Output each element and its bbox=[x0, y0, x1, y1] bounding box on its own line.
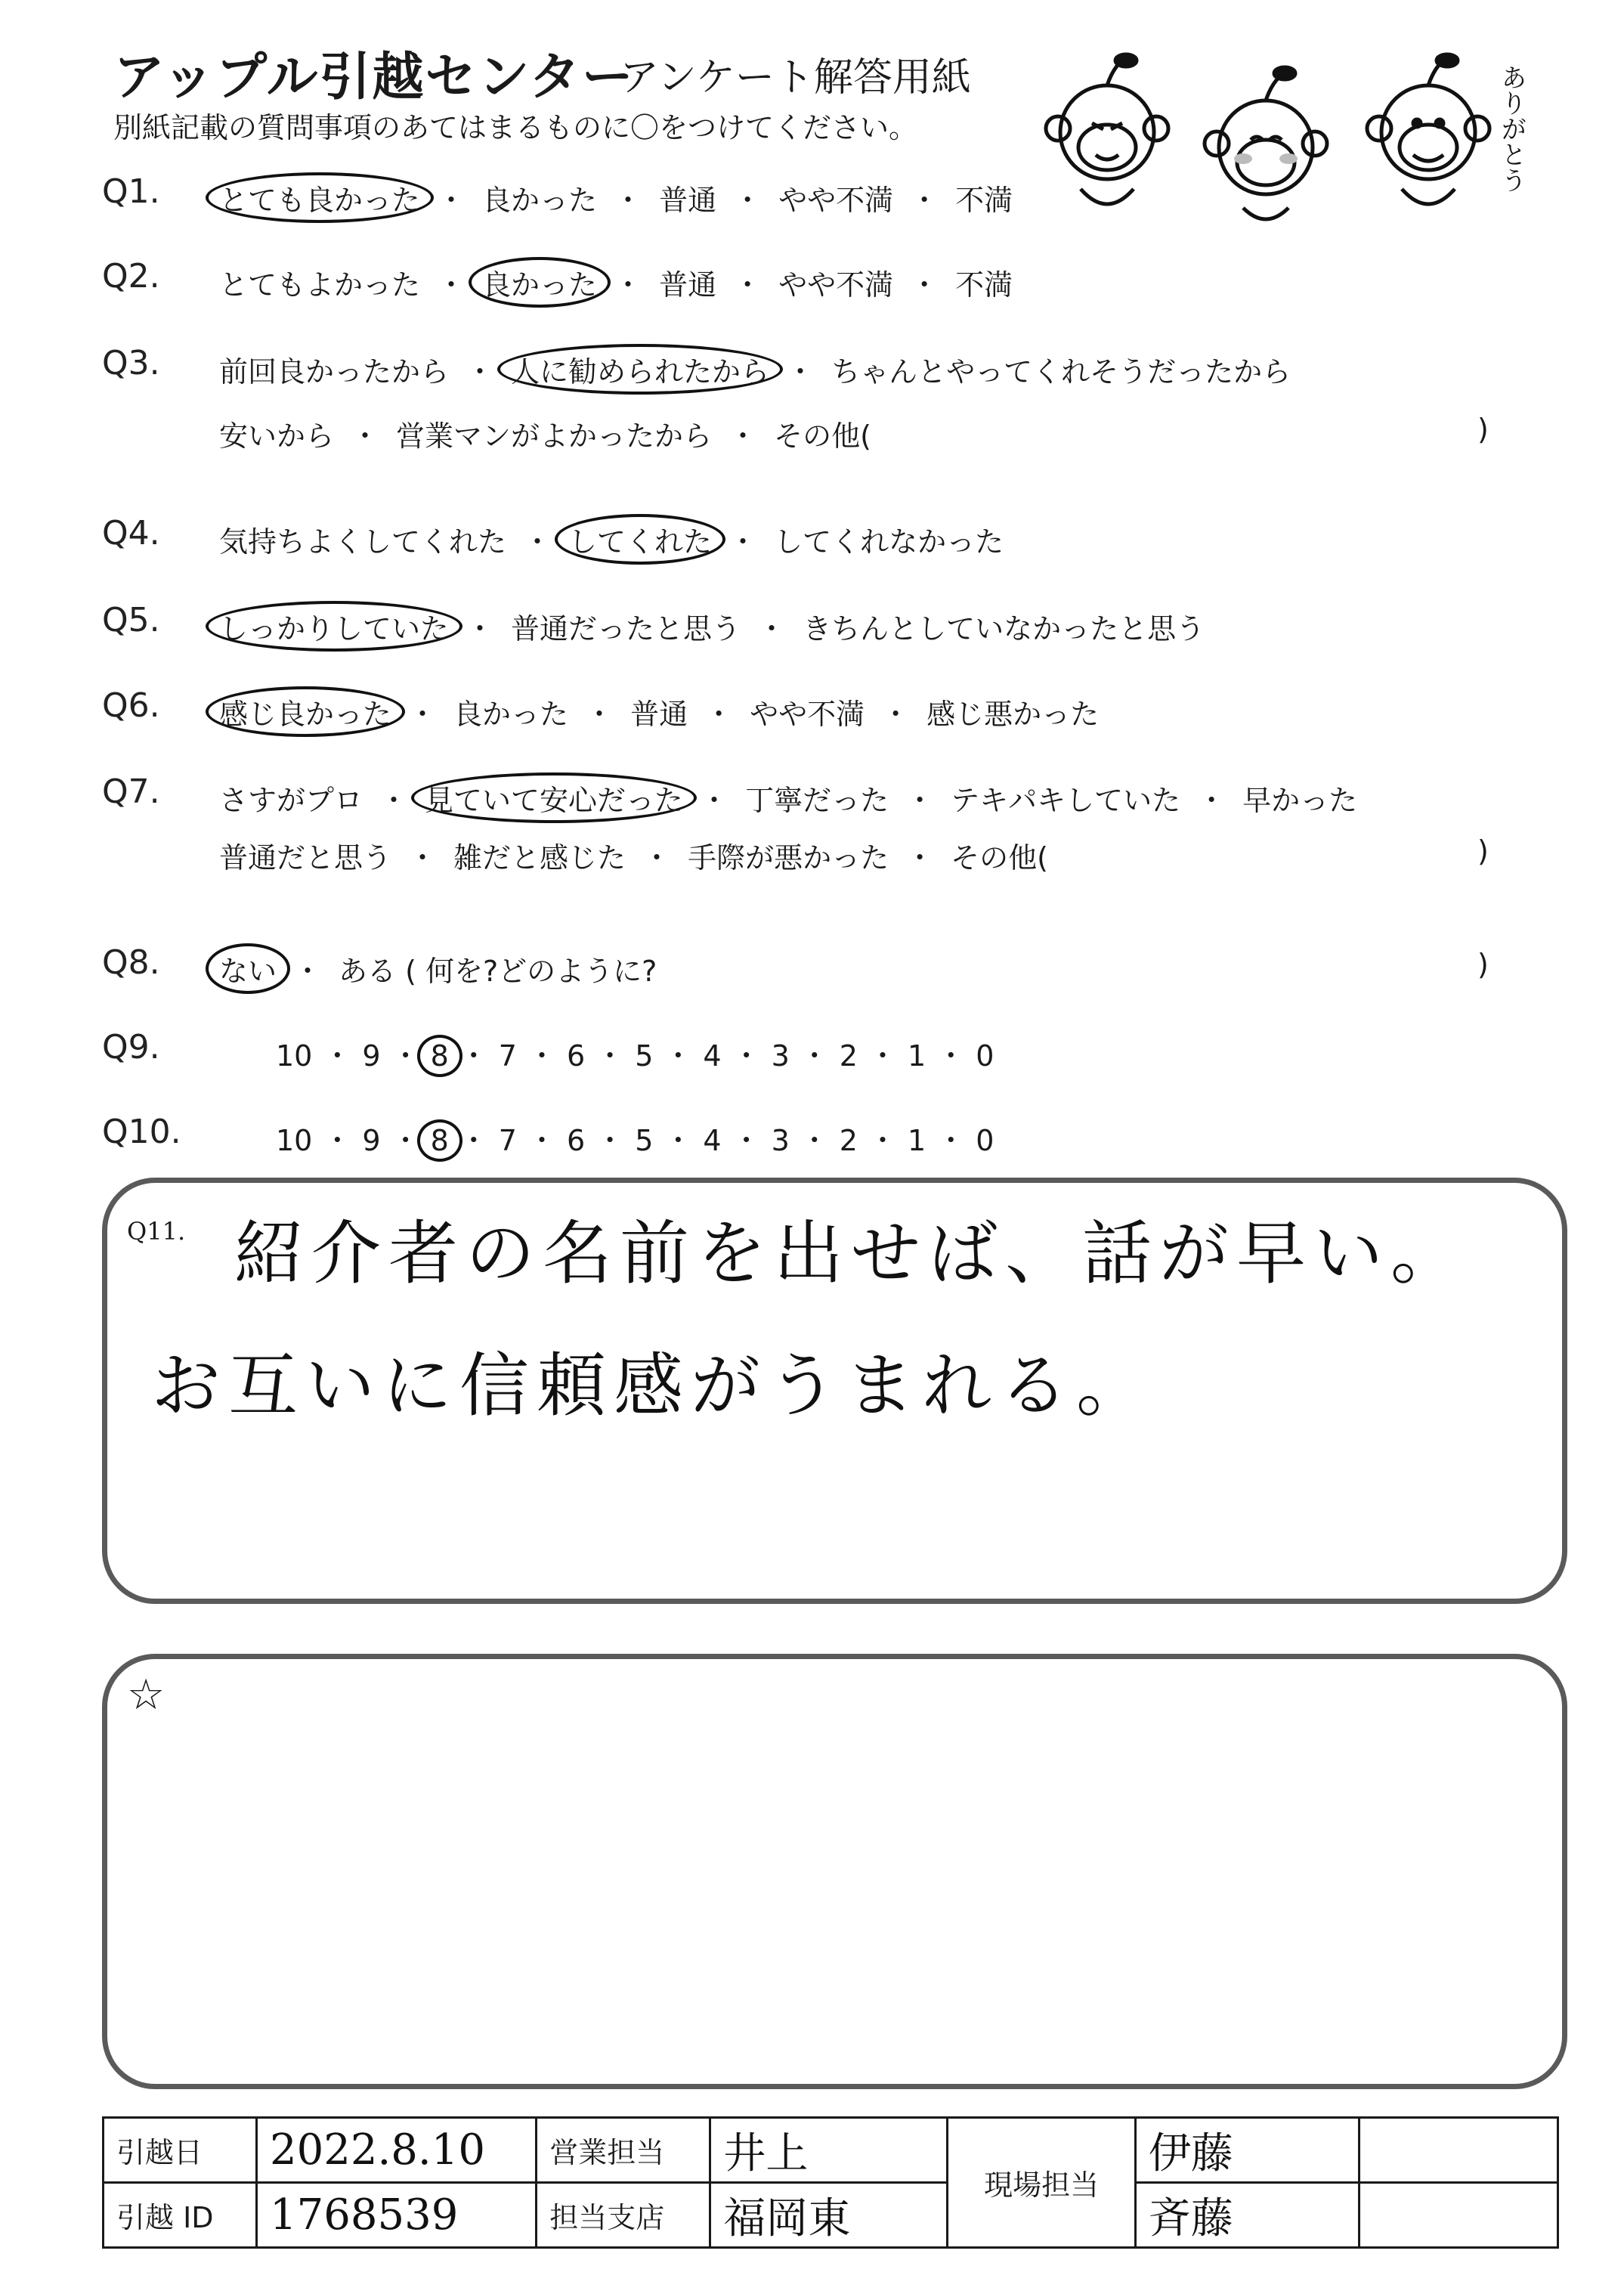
answer-option[interactable]: 見ていて安心だった bbox=[411, 772, 697, 823]
answer-option[interactable]: ない bbox=[206, 943, 290, 994]
separator: ・ bbox=[868, 1124, 897, 1157]
monkey-icon bbox=[1367, 54, 1489, 204]
question-label: Q5. bbox=[102, 601, 160, 639]
separator: ・ bbox=[881, 698, 911, 731]
separator: ・ bbox=[391, 1039, 420, 1073]
answer-option[interactable]: 7 bbox=[498, 1039, 517, 1073]
separator: ・ bbox=[868, 1039, 897, 1073]
separator: ・ bbox=[757, 612, 787, 645]
separator: ・ bbox=[704, 698, 734, 731]
answer-option[interactable]: 2 bbox=[839, 1039, 858, 1073]
closing-paren: ) bbox=[1477, 413, 1489, 446]
answer-option[interactable]: 前回良かったから bbox=[219, 355, 450, 389]
answer-options bbox=[219, 348, 1291, 390]
question-label: Q1. bbox=[102, 172, 160, 211]
answer-option[interactable]: 普通 bbox=[630, 698, 688, 731]
answer-option[interactable]: 手際が悪かった bbox=[688, 841, 889, 875]
closing-paren: ) bbox=[1477, 834, 1489, 868]
separator: ・ bbox=[323, 1039, 352, 1073]
answer-option[interactable]: 丁寧だった bbox=[745, 784, 889, 817]
separator: ・ bbox=[733, 184, 763, 217]
move-date-value: 2022.8.10 bbox=[256, 2118, 536, 2183]
answer-option[interactable]: 0 bbox=[976, 1124, 995, 1157]
answer-option[interactable]: 3 bbox=[771, 1124, 790, 1157]
separator: ・ bbox=[293, 955, 323, 988]
separator: ・ bbox=[614, 268, 643, 302]
answer-option[interactable]: 5 bbox=[635, 1039, 654, 1073]
q11-answer-line1: 紹介者の名前を出せば、話が早い。 bbox=[234, 1213, 1468, 1294]
separator: ・ bbox=[800, 1124, 829, 1157]
answer-option[interactable]: 気持ちよくしてくれた bbox=[219, 525, 507, 559]
answer-option[interactable]: 9 bbox=[362, 1124, 381, 1157]
answer-option[interactable]: しっかりしていた bbox=[206, 601, 462, 652]
branch-label: 担当支店 bbox=[537, 2183, 710, 2248]
answer-option[interactable]: 7 bbox=[498, 1124, 517, 1157]
answer-option[interactable]: 不満 bbox=[955, 184, 1013, 217]
answer-option[interactable]: 6 bbox=[566, 1039, 586, 1073]
answer-option[interactable]: 不満 bbox=[955, 268, 1013, 302]
answer-option[interactable]: やや不満 bbox=[778, 184, 894, 217]
question-label: Q9. bbox=[102, 1028, 160, 1067]
instruction-text: 別紙記載の質問事項のあてはまるものに〇をつけてください。 bbox=[113, 111, 918, 144]
question-label: Q2. bbox=[102, 257, 160, 296]
answer-option[interactable]: ちゃんとやってくれそうだったから bbox=[831, 355, 1291, 389]
answer-options bbox=[276, 1117, 994, 1159]
separator: ・ bbox=[905, 841, 935, 875]
separator: ・ bbox=[800, 1039, 829, 1073]
separator: ・ bbox=[408, 841, 438, 875]
separator: ・ bbox=[936, 1039, 966, 1073]
separator: ・ bbox=[910, 268, 939, 302]
question-label: Q6. bbox=[102, 686, 160, 725]
separator: ・ bbox=[459, 1039, 488, 1073]
separator: ・ bbox=[733, 268, 763, 302]
empty-cell bbox=[1359, 2118, 1558, 2183]
answer-option[interactable]: 9 bbox=[362, 1039, 381, 1073]
answer-option[interactable]: 10 bbox=[276, 1039, 313, 1073]
answer-option[interactable]: その他( bbox=[951, 841, 1048, 875]
thanks-text: ありがとう bbox=[1496, 64, 1527, 193]
footer-info-table bbox=[102, 2116, 1559, 2249]
answer-option[interactable]: さすがプロ bbox=[219, 784, 363, 817]
separator: ・ bbox=[728, 419, 758, 453]
separator: ・ bbox=[732, 1124, 761, 1157]
separator: ・ bbox=[936, 1124, 966, 1157]
separator: ・ bbox=[642, 841, 672, 875]
site-staff-label: 現場担当 bbox=[948, 2118, 1135, 2248]
answer-option[interactable]: やや不満 bbox=[750, 698, 865, 731]
answer-option[interactable]: 良かった bbox=[453, 698, 569, 731]
answer-option[interactable]: 普通 bbox=[659, 268, 717, 302]
separator: ・ bbox=[910, 184, 939, 217]
answer-option[interactable]: 4 bbox=[703, 1124, 722, 1157]
answer-option[interactable]: 0 bbox=[976, 1039, 995, 1073]
answer-option[interactable]: 人に勧められたから bbox=[497, 344, 783, 395]
empty-cell bbox=[1359, 2183, 1558, 2248]
site-staff-name-2: 斉藤 bbox=[1135, 2183, 1359, 2248]
separator: ・ bbox=[595, 1039, 625, 1073]
move-id-label: 引越 ID bbox=[104, 2183, 257, 2248]
answer-options bbox=[219, 519, 1004, 560]
site-staff-name-1: 伊藤 bbox=[1135, 2118, 1359, 2183]
answer-option[interactable]: やや不満 bbox=[778, 268, 894, 302]
answer-option[interactable]: 普通だったと思う bbox=[511, 612, 741, 645]
answer-option[interactable]: とてもよかった bbox=[219, 268, 421, 302]
question-label: Q3. bbox=[102, 344, 160, 382]
answer-option[interactable]: 10 bbox=[276, 1124, 313, 1157]
separator: ・ bbox=[351, 419, 380, 453]
separator: ・ bbox=[700, 784, 729, 817]
question-label: Q8. bbox=[102, 943, 160, 982]
answer-option[interactable]: 6 bbox=[566, 1124, 586, 1157]
separator: ・ bbox=[466, 355, 495, 389]
answer-option[interactable]: 3 bbox=[771, 1039, 790, 1073]
separator: ・ bbox=[466, 612, 495, 645]
separator: ・ bbox=[595, 1124, 625, 1157]
answer-option[interactable]: 8 bbox=[417, 1035, 462, 1077]
move-date-label: 引越日 bbox=[104, 2118, 257, 2183]
separator: ・ bbox=[664, 1124, 693, 1157]
answer-options bbox=[219, 777, 1357, 819]
q11-answer-line2: お互いに信頼感がうまれる。 bbox=[151, 1345, 1154, 1426]
answer-option[interactable]: きちんとしていなかったと思う bbox=[803, 612, 1205, 645]
move-id-value: 1768539 bbox=[256, 2183, 536, 2248]
separator: ・ bbox=[437, 184, 466, 217]
separator: ・ bbox=[905, 784, 935, 817]
separator: ・ bbox=[614, 184, 643, 217]
answer-option[interactable]: 良かった bbox=[482, 184, 598, 217]
star-icon: ☆ bbox=[127, 1670, 165, 1720]
branch-name: 福岡東 bbox=[710, 2183, 948, 2248]
separator: ・ bbox=[391, 1124, 420, 1157]
answer-options bbox=[219, 605, 1205, 647]
answer-options bbox=[219, 691, 1099, 732]
closing-paren: ) bbox=[1477, 948, 1489, 981]
answer-options bbox=[219, 262, 1013, 303]
answer-option[interactable]: 雑だと感じた bbox=[453, 841, 626, 875]
answer-options bbox=[219, 834, 1048, 876]
separator: ・ bbox=[527, 1124, 556, 1157]
answer-option[interactable]: 2 bbox=[839, 1124, 858, 1157]
separator: ・ bbox=[527, 1039, 556, 1073]
separator: ・ bbox=[1197, 784, 1227, 817]
comment-box[interactable] bbox=[102, 1654, 1567, 2089]
answer-option[interactable]: 4 bbox=[703, 1039, 722, 1073]
answer-options bbox=[219, 948, 657, 989]
answer-option[interactable]: 5 bbox=[635, 1124, 654, 1157]
form-subtitle: アンケート解答用紙 bbox=[620, 55, 971, 101]
answer-option[interactable]: 早かった bbox=[1242, 784, 1358, 817]
answer-option[interactable]: 1 bbox=[908, 1124, 926, 1157]
answer-options bbox=[276, 1032, 994, 1074]
answer-option[interactable]: 普通だと思う bbox=[219, 841, 392, 875]
monkey-mascots-illustration bbox=[1035, 34, 1549, 238]
separator: ・ bbox=[437, 268, 466, 302]
q11-label: Q11. bbox=[127, 1217, 186, 1246]
separator: ・ bbox=[664, 1039, 693, 1073]
answer-option[interactable]: その他( bbox=[774, 419, 871, 453]
answer-options bbox=[219, 413, 871, 454]
separator: ・ bbox=[732, 1039, 761, 1073]
question-label: Q10. bbox=[102, 1113, 181, 1151]
separator: ・ bbox=[323, 1124, 352, 1157]
form-title: アップル引越センター bbox=[113, 48, 635, 107]
answer-option[interactable]: 1 bbox=[908, 1039, 926, 1073]
answer-option[interactable]: 8 bbox=[417, 1119, 462, 1162]
answer-option[interactable]: 良かった bbox=[469, 257, 611, 308]
separator: ・ bbox=[585, 698, 614, 731]
answer-option[interactable]: してくれた bbox=[555, 514, 725, 565]
answer-option[interactable]: テキパキしていた bbox=[951, 784, 1181, 817]
question-label: Q4. bbox=[102, 514, 160, 553]
sales-name: 井上 bbox=[710, 2118, 948, 2183]
answer-option[interactable]: とても良かった bbox=[206, 172, 434, 223]
answer-option[interactable]: 安いから bbox=[219, 419, 335, 453]
answer-option[interactable]: 感じ良かった bbox=[206, 686, 405, 737]
separator: ・ bbox=[786, 355, 815, 389]
answer-option[interactable]: してくれなかった bbox=[774, 525, 1004, 559]
question-label: Q7. bbox=[102, 772, 160, 811]
answer-option[interactable]: 普通 bbox=[659, 184, 717, 217]
sales-label: 営業担当 bbox=[537, 2118, 710, 2183]
answer-option[interactable]: 営業マンがよかったから bbox=[396, 419, 713, 453]
monkey-icon bbox=[1205, 67, 1327, 219]
separator: ・ bbox=[379, 784, 409, 817]
answer-option[interactable]: ある ( 何を?どのように? bbox=[339, 955, 657, 988]
monkey-icon bbox=[1046, 54, 1168, 204]
separator: ・ bbox=[459, 1124, 488, 1157]
answer-options bbox=[219, 177, 1013, 218]
separator: ・ bbox=[408, 698, 438, 731]
answer-option[interactable]: 感じ悪かった bbox=[926, 698, 1100, 731]
separator: ・ bbox=[523, 525, 552, 559]
separator: ・ bbox=[728, 525, 758, 559]
